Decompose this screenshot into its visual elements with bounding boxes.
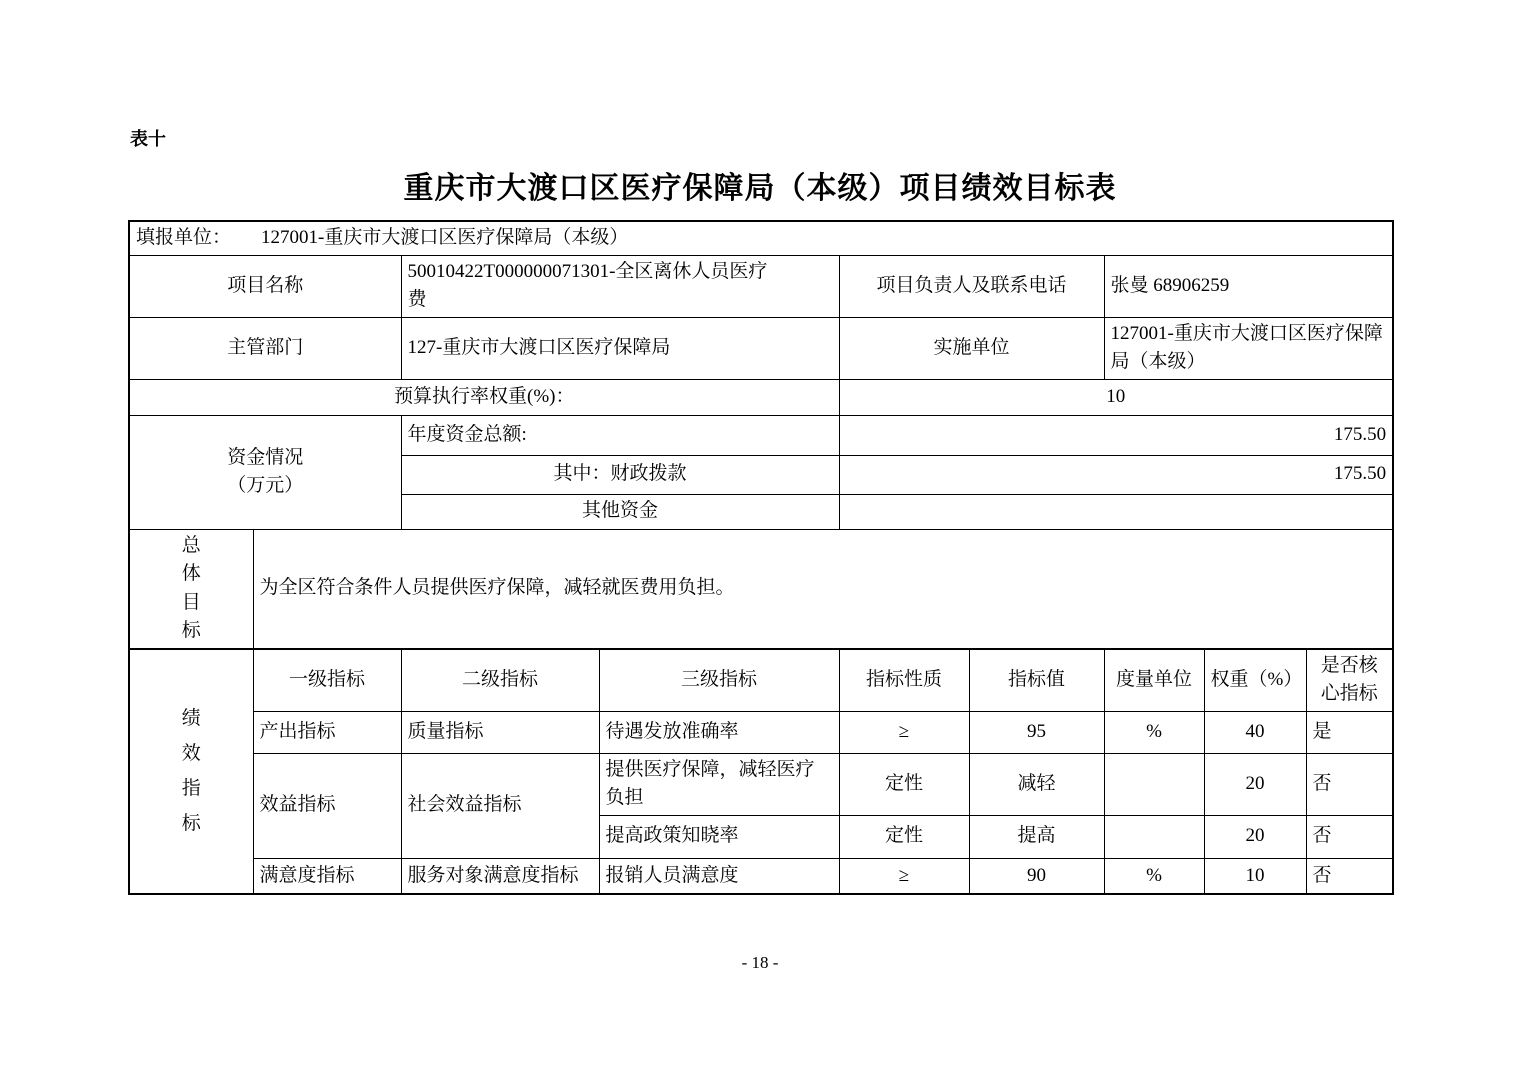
indicator-core: 否 (1306, 815, 1393, 858)
funding-other-value (839, 494, 1393, 529)
header-nature: 指标性质 (839, 649, 969, 712)
funding-other-label: 其他资金 (401, 494, 839, 529)
indicator-weight: 20 (1204, 815, 1306, 858)
project-name-value: 50010422T000000071301-全区离休人员医疗费 (401, 255, 839, 317)
header-core: 是否核心指标 (1306, 649, 1393, 712)
reporting-unit-value: 127001-重庆市大渡口区医疗保障局（本级） (261, 227, 629, 248)
project-name-label: 项目名称 (129, 255, 401, 317)
implementing-unit-label: 实施单位 (839, 317, 1104, 379)
indicator-row (129, 858, 1393, 894)
indicator-unit (1104, 815, 1204, 858)
header-level3: 三级指标 (599, 649, 839, 712)
header-level2: 二级指标 (401, 649, 599, 712)
indicator-weight: 40 (1204, 711, 1306, 753)
indicator-level2: 质量指标 (401, 711, 599, 753)
indicators-section-label: 绩效指标 (129, 649, 253, 895)
header-unit: 度量单位 (1104, 649, 1204, 712)
indicator-level2: 社会效益指标 (401, 753, 599, 858)
indicator-value: 95 (969, 711, 1104, 753)
overall-goal-label: 总体目标 (129, 529, 253, 649)
indicator-value: 减轻 (969, 753, 1104, 815)
indicator-level1: 效益指标 (253, 753, 401, 858)
implementing-unit-value: 127001-重庆市大渡口区医疗保障局（本级） (1104, 317, 1393, 379)
project-manager-value: 张曼 68906259 (1104, 255, 1393, 317)
indicator-unit: % (1104, 858, 1204, 894)
budget-weight-value: 10 (839, 379, 1393, 415)
indicator-level3: 待遇发放准确率 (599, 711, 839, 753)
reporting-unit-cell (129, 221, 1393, 255)
table-number-label: 表十 (130, 129, 166, 149)
indicator-level1: 产出指标 (253, 711, 401, 753)
indicator-unit: % (1104, 711, 1204, 753)
overall-goal-value: 为全区符合条件人员提供医疗保障，减轻就医费用负担。 (253, 529, 1393, 649)
indicator-weight: 10 (1204, 858, 1306, 894)
department-value: 127-重庆市大渡口区医疗保障局 (401, 317, 839, 379)
header-value: 指标值 (969, 649, 1104, 712)
performance-target-table (128, 220, 1394, 895)
indicator-nature: 定性 (839, 753, 969, 815)
page-title: 重庆市大渡口区医疗保障局（本级）项目绩效目标表 (403, 172, 1117, 205)
indicator-level1: 满意度指标 (253, 858, 401, 894)
indicator-core: 否 (1306, 858, 1393, 894)
indicator-nature: 定性 (839, 815, 969, 858)
indicator-core: 是 (1306, 711, 1393, 753)
header-weight: 权重（%） (1204, 649, 1306, 712)
funding-fiscal-value: 175.50 (839, 455, 1393, 494)
indicator-level3: 提高政策知晓率 (599, 815, 839, 858)
header-level1: 一级指标 (253, 649, 401, 712)
indicator-nature: ≥ (839, 711, 969, 753)
funding-section-label: 资金情况 （万元） (129, 415, 401, 529)
department-label: 主管部门 (129, 317, 401, 379)
indicator-level2: 服务对象满意度指标 (401, 858, 599, 894)
indicator-value: 90 (969, 858, 1104, 894)
funding-total-value: 175.50 (839, 415, 1393, 455)
indicator-weight: 20 (1204, 753, 1306, 815)
project-manager-label: 项目负责人及联系电话 (839, 255, 1104, 317)
page-number: - 18 - (741, 953, 779, 972)
reporting-unit-label: 填报单位： (136, 227, 232, 248)
indicator-level3: 提供医疗保障，减轻医疗负担 (599, 753, 839, 815)
indicator-nature: ≥ (839, 858, 969, 894)
indicator-core: 否 (1306, 753, 1393, 815)
indicator-level3: 报销人员满意度 (599, 858, 839, 894)
indicator-row (129, 711, 1393, 753)
indicator-row (129, 753, 1393, 815)
indicator-value: 提高 (969, 815, 1104, 858)
indicator-unit (1104, 753, 1204, 815)
budget-weight-label: 预算执行率权重(%)： (129, 379, 839, 415)
funding-fiscal-label: 其中：财政拨款 (401, 455, 839, 494)
funding-total-label: 年度资金总额: (401, 415, 839, 455)
